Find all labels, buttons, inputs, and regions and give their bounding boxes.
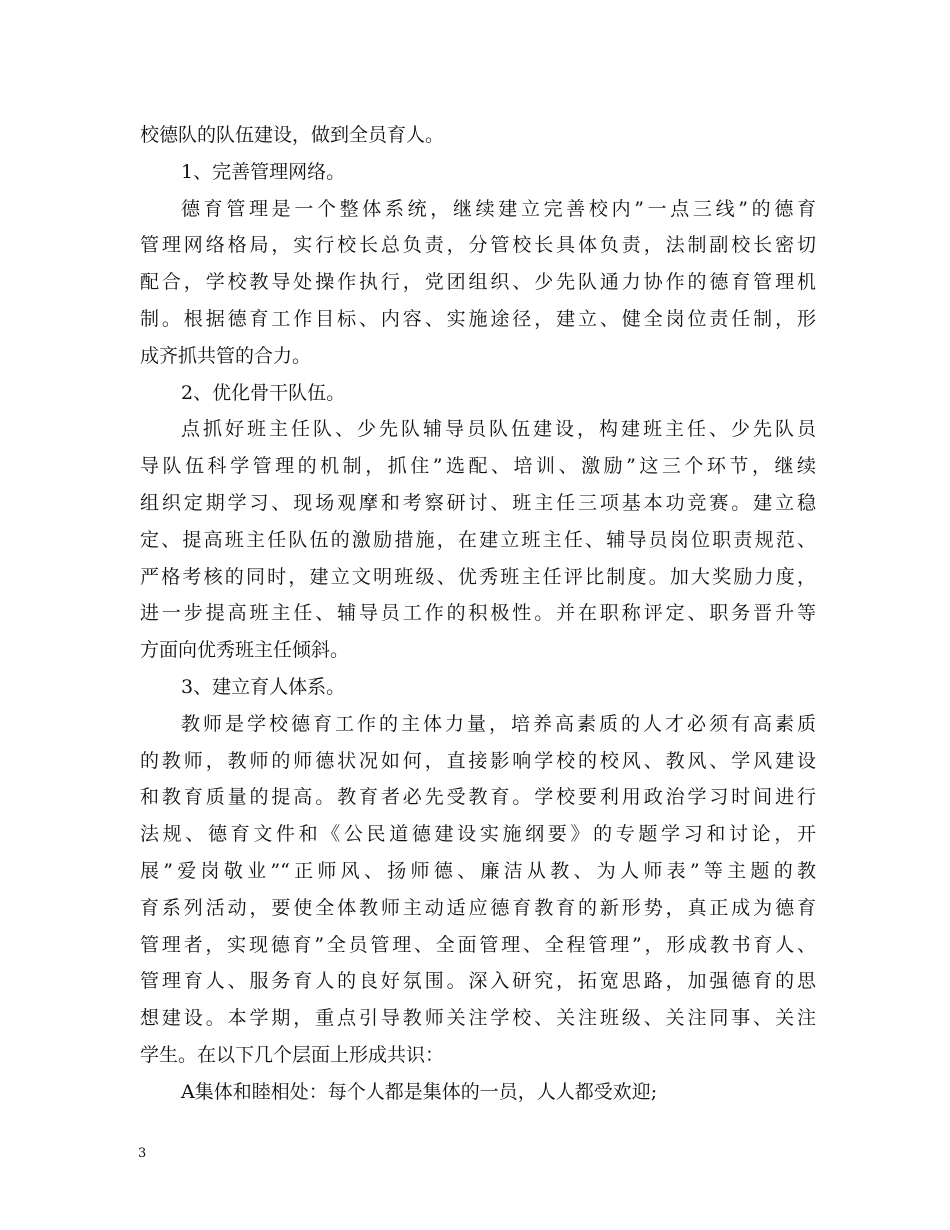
- text-line: 法规、德育文件和《公民道德建设实施纲要》的专题学习和讨论，开: [140, 823, 816, 846]
- text-line: 组织定期学习、现场观摩和考察研讨、班主任三项基本功竞赛。建立稳: [140, 491, 816, 514]
- text-line: 想建设。本学期，重点引导教师关注学校、关注班级、关注同事、关注: [140, 1007, 816, 1030]
- document-body: [140, 117, 816, 1111]
- text-line: 点抓好班主任队、少先队辅导员队伍建设，构建班主任、少先队员: [181, 418, 816, 441]
- text-line: 方面向优秀班主任倾斜。: [140, 639, 350, 662]
- text-line: 制。根据德育工作目标、内容、实施途径，建立、健全岗位责任制，形: [140, 307, 816, 330]
- text-line: 学生。在以下几个层面上形成共识：: [140, 1043, 445, 1066]
- text-line: 教师是学校德育工作的主体力量，培养高素质的人才必须有高素质: [181, 712, 816, 735]
- text-line: 2、优化骨干队伍。: [181, 381, 346, 404]
- text-line: 管理网络格局，实行校长总负责，分管校长具体负责，法制副校长密切: [140, 234, 816, 257]
- text-line: 管理者，实现德育”全员管理、全面管理、全程管理”，形成教书育人、: [140, 933, 816, 956]
- text-line: 德育管理是一个整体系统，继续建立完善校内”一点三线”的德育: [181, 197, 816, 220]
- text-line: 育系列活动，要使全体教师主动适应德育教育的新形势，真正成为德育: [140, 896, 816, 919]
- text-line: 的教师，教师的师德状况如何，直接影响学校的校风、教风、学风建设: [140, 749, 816, 772]
- text-line: 和教育质量的提高。教育者必先受教育。学校要利用政治学习时间进行: [140, 786, 816, 809]
- text-line: 配合，学校教导处操作执行，党团组织、少先队通力协作的德育管理机: [140, 271, 816, 294]
- text-line: 1、完善管理网络。: [181, 160, 346, 183]
- text-line: 3、建立育人体系。: [181, 675, 346, 698]
- page-number: 3: [138, 1146, 147, 1161]
- text-line: 成齐抓共管的合力。: [140, 344, 312, 367]
- text-line: 进一步提高班主任、辅导员工作的积极性。并在职称评定、职务晋升等: [140, 602, 816, 625]
- text-line: 导队伍科学管理的机制，抓住”选配、培训、激励”这三个环节，继续: [140, 455, 816, 478]
- text-line: A集体和睦相处：每个人都是集体的一员，人人都受欢迎;: [181, 1080, 658, 1103]
- text-line: 严格考核的同时，建立文明班级、优秀班主任评比制度。加大奖励力度，: [140, 565, 816, 588]
- text-line: 校德队的队伍建设，做到全员育人。: [140, 124, 445, 146]
- text-line: 定、提高班主任队伍的激励措施，在建立班主任、辅导员岗位职责规范、: [140, 528, 816, 551]
- text-line: 管理育人、服务育人的良好氛围。深入研究，拓宽思路，加强德育的思: [140, 970, 816, 993]
- text-line: 展”爱岗敬业”“正师风、扬师德、廉洁从教、为人师表”等主题的教: [140, 859, 816, 882]
